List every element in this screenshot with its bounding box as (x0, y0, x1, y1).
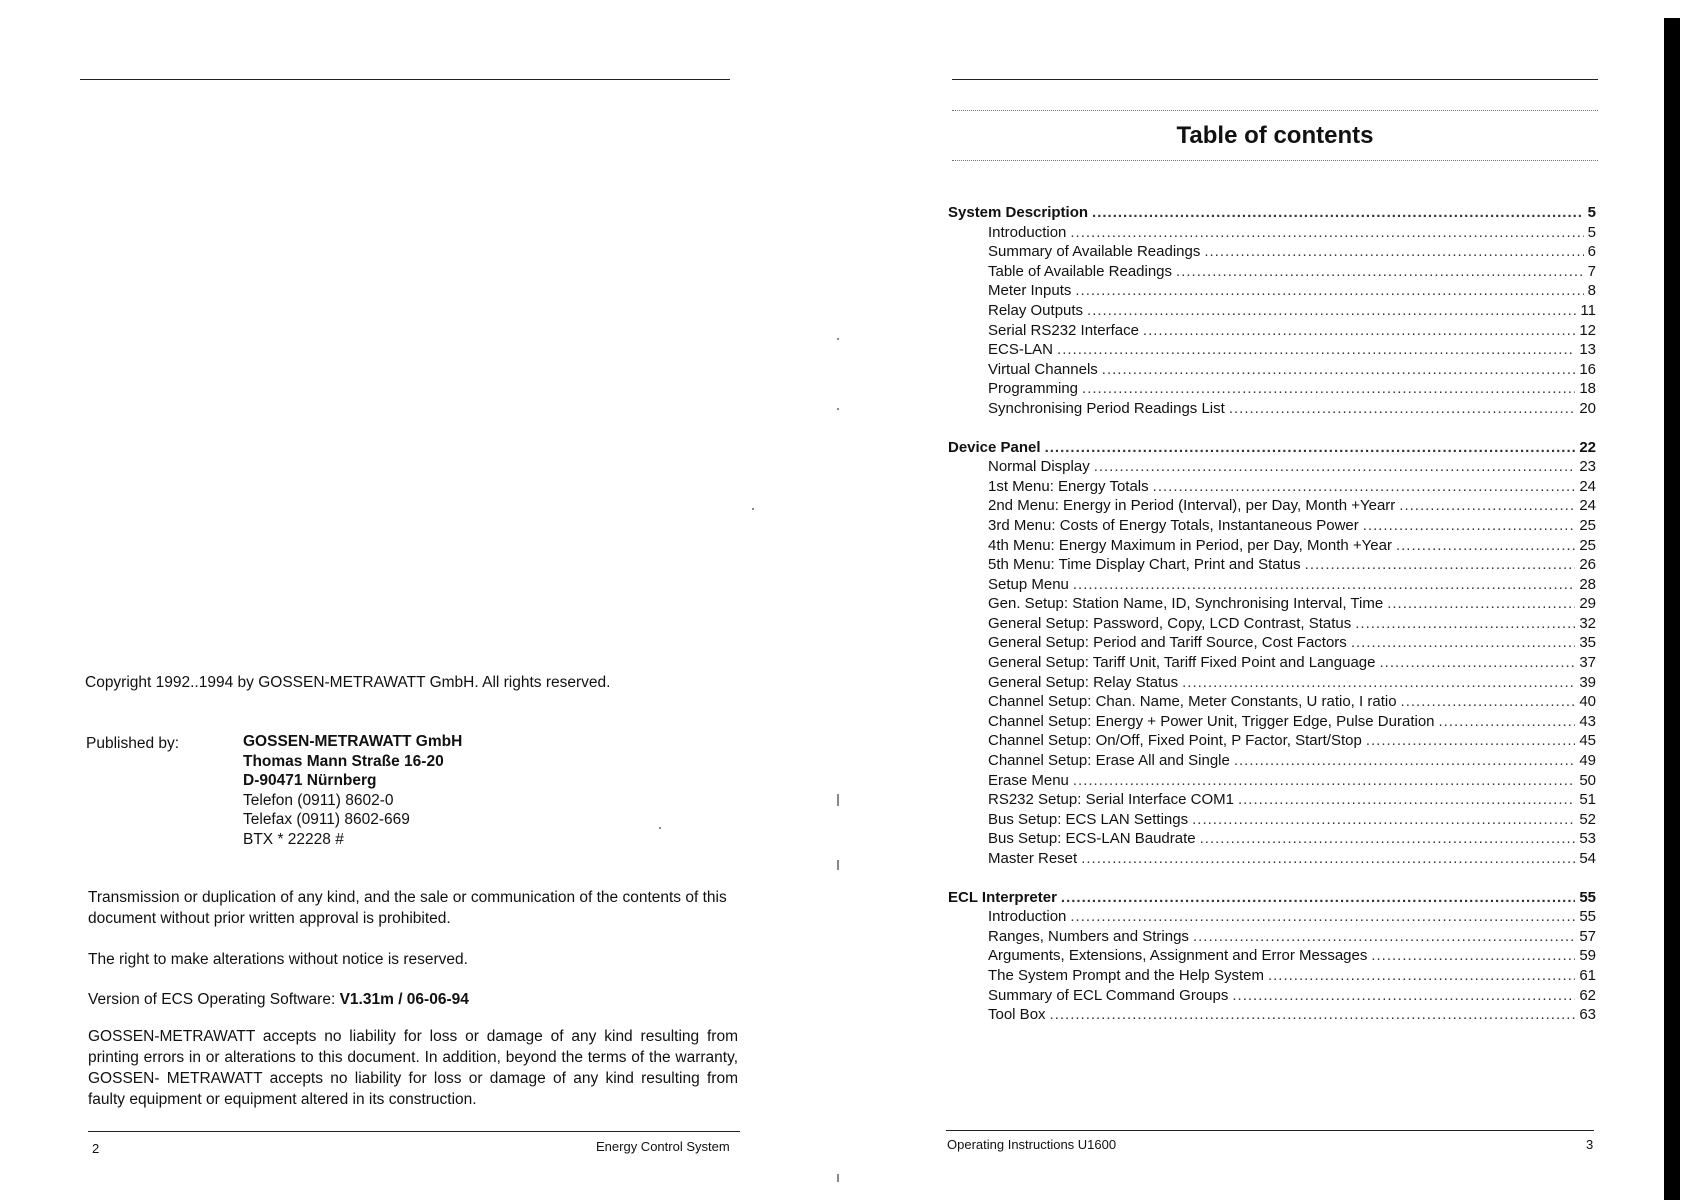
toc-entry[interactable]: Bus Setup: ECS LAN Settings ..... 52 (948, 810, 1596, 830)
toc-entry[interactable]: Summary of Available Readings ..... 6 (948, 242, 1596, 262)
toc-entry[interactable]: Setup Menu ..... 28 (948, 575, 1596, 595)
left-top-rule (80, 79, 730, 80)
toc-entry[interactable]: General Setup: Relay Status ..... 39 (948, 673, 1596, 693)
right-top-rule (952, 79, 1598, 80)
toc-entry[interactable]: Virtual Channels ..... 16 (948, 360, 1596, 380)
toc-section-system-description[interactable]: System Description ..... 5 (948, 203, 1596, 223)
publisher-city: D-90471 Nürnberg (243, 772, 377, 790)
scan-mark (752, 508, 754, 510)
right-page-number: 3 (1586, 1137, 1594, 1152)
right-footer-rule (946, 1130, 1594, 1131)
left-footer-rule (88, 1131, 740, 1132)
table-of-contents (948, 203, 1596, 1025)
scan-mark (659, 827, 661, 829)
toc-entry[interactable]: Normal Display ..... 23 (948, 457, 1596, 477)
toc-entry[interactable]: Channel Setup: On/Off, Fixed Point, P Factor, Start/Stop ..... 45 (948, 731, 1596, 751)
toc-entry[interactable]: Erase Menu ..... 50 (948, 771, 1596, 791)
scan-mark (837, 1174, 839, 1182)
liability-notice: GOSSEN-METRAWATT accepts no liability for loss or damage of any kind resulting from printing errors in or alterations to this document. In addition, beyond the terms of the warranty, GOSSEN- METRAWATT accepts no liability for loss or damage of any kind resulting from faulty equipment or equipment altered in its construction. (88, 1028, 738, 1108)
toc-entry[interactable]: Tool Box ..... 63 (948, 1005, 1596, 1025)
transmission-notice: Transmission or duplication of any kind, and the sale or communication of the contents of this document without prior written approval is prohibited. (88, 889, 727, 927)
copyright-notice: Copyright 1992..1994 by GOSSEN-METRAWATT GmbH. All rights reserved. (85, 674, 611, 691)
toc-entry[interactable]: 1st Menu: Energy Totals ..... 24 (948, 477, 1596, 497)
left-page-number: 2 (92, 1141, 100, 1156)
toc-entry[interactable]: Meter Inputs ..... 8 (948, 281, 1596, 301)
toc-section-device-panel[interactable]: Device Panel ..... 22 (948, 438, 1596, 458)
toc-entry[interactable]: The System Prompt and the Help System ..... 61 (948, 966, 1596, 986)
scan-mark (837, 408, 839, 410)
publisher-fax: Telefax (0911) 8602-669 (243, 811, 410, 829)
publisher-company: GOSSEN-METRAWATT GmbH (243, 733, 463, 750)
toc-entry[interactable]: Ranges, Numbers and Strings ..... 57 (948, 927, 1596, 947)
toc-entry[interactable]: Synchronising Period Readings List ..... 20 (948, 399, 1596, 419)
toc-entry[interactable]: Bus Setup: ECS-LAN Baudrate ..... 53 (948, 829, 1596, 849)
software-version (88, 989, 738, 1010)
toc-entry[interactable]: Summary of ECL Command Groups ..... 62 (948, 986, 1596, 1006)
toc-entry[interactable]: Gen. Setup: Station Name, ID, Synchronising Interval, Time ..... 29 (948, 594, 1596, 614)
toc-entry[interactable]: Channel Setup: Chan. Name, Meter Constants, U ratio, I ratio ..... 40 (948, 692, 1596, 712)
scan-edge (1664, 18, 1680, 1200)
toc-entry[interactable]: Introduction ..... 55 (948, 907, 1596, 927)
toc-entry[interactable]: Serial RS232 Interface ..... 12 (948, 321, 1596, 341)
toc-entry[interactable]: General Setup: Password, Copy, LCD Contrast, Status ..... 32 (948, 614, 1596, 634)
scan-mark (837, 794, 839, 806)
scan-mark (837, 338, 839, 340)
toc-entry[interactable]: RS232 Setup: Serial Interface COM1 ..... 51 (948, 790, 1596, 810)
toc-entry[interactable]: Introduction ..... 5 (948, 223, 1596, 243)
left-footer-title: Energy Control System (596, 1139, 730, 1154)
toc-entry[interactable]: ECS-LAN ..... 13 (948, 340, 1596, 360)
right-footer-title: Operating Instructions U1600 (947, 1137, 1117, 1152)
version-value: V1.31m / 06-06-94 (339, 991, 469, 1008)
alterations-notice: The right to make alterations without notice is reserved. (88, 951, 468, 968)
title-upper-rule (952, 110, 1598, 111)
publisher-btx: BTX * 22228 # (243, 830, 344, 848)
publisher-address (243, 732, 462, 850)
toc-section-ecl-interpreter[interactable]: ECL Interpreter ..... 55 (948, 888, 1596, 908)
toc-entry[interactable]: Programming ..... 18 (948, 379, 1596, 399)
toc-entry[interactable]: General Setup: Period and Tariff Source, Cost Factors ..... 35 (948, 633, 1596, 653)
published-by-label: Published by: (86, 735, 180, 752)
toc-entry[interactable]: Relay Outputs ..... 11 (948, 301, 1596, 321)
toc-entry[interactable]: Channel Setup: Energy + Power Unit, Trigger Edge, Pulse Duration ..... 43 (948, 712, 1596, 732)
toc-entry[interactable]: 3rd Menu: Costs of Energy Totals, Instantaneous Power ..... 25 (948, 516, 1596, 536)
scan-mark (837, 860, 839, 870)
toc-entry[interactable]: General Setup: Tariff Unit, Tariff Fixed Point and Language ..... 37 (948, 653, 1596, 673)
title-lower-rule (952, 160, 1598, 161)
toc-title: Table of contents (1176, 122, 1374, 149)
version-label: Version of ECS Operating Software: (88, 991, 336, 1008)
toc-entry[interactable]: Channel Setup: Erase All and Single ..... 49 (948, 751, 1596, 771)
toc-entry[interactable]: Master Reset ..... 54 (948, 849, 1596, 869)
publisher-street: Thomas Mann Straße 16-20 (243, 752, 444, 770)
toc-entry[interactable]: Table of Available Readings ..... 7 (948, 262, 1596, 282)
toc-entry[interactable]: 4th Menu: Energy Maximum in Period, per Day, Month +Year ..... 25 (948, 536, 1596, 556)
toc-entry[interactable]: 2nd Menu: Energy in Period (Interval), per Day, Month +Yearr ..... 24 (948, 496, 1596, 516)
toc-entry[interactable]: Arguments, Extensions, Assignment and Error Messages ..... 59 (948, 946, 1596, 966)
toc-entry[interactable]: 5th Menu: Time Display Chart, Print and Status ..... 26 (948, 555, 1596, 575)
publisher-phone: Telefon (0911) 8602-0 (243, 791, 394, 809)
